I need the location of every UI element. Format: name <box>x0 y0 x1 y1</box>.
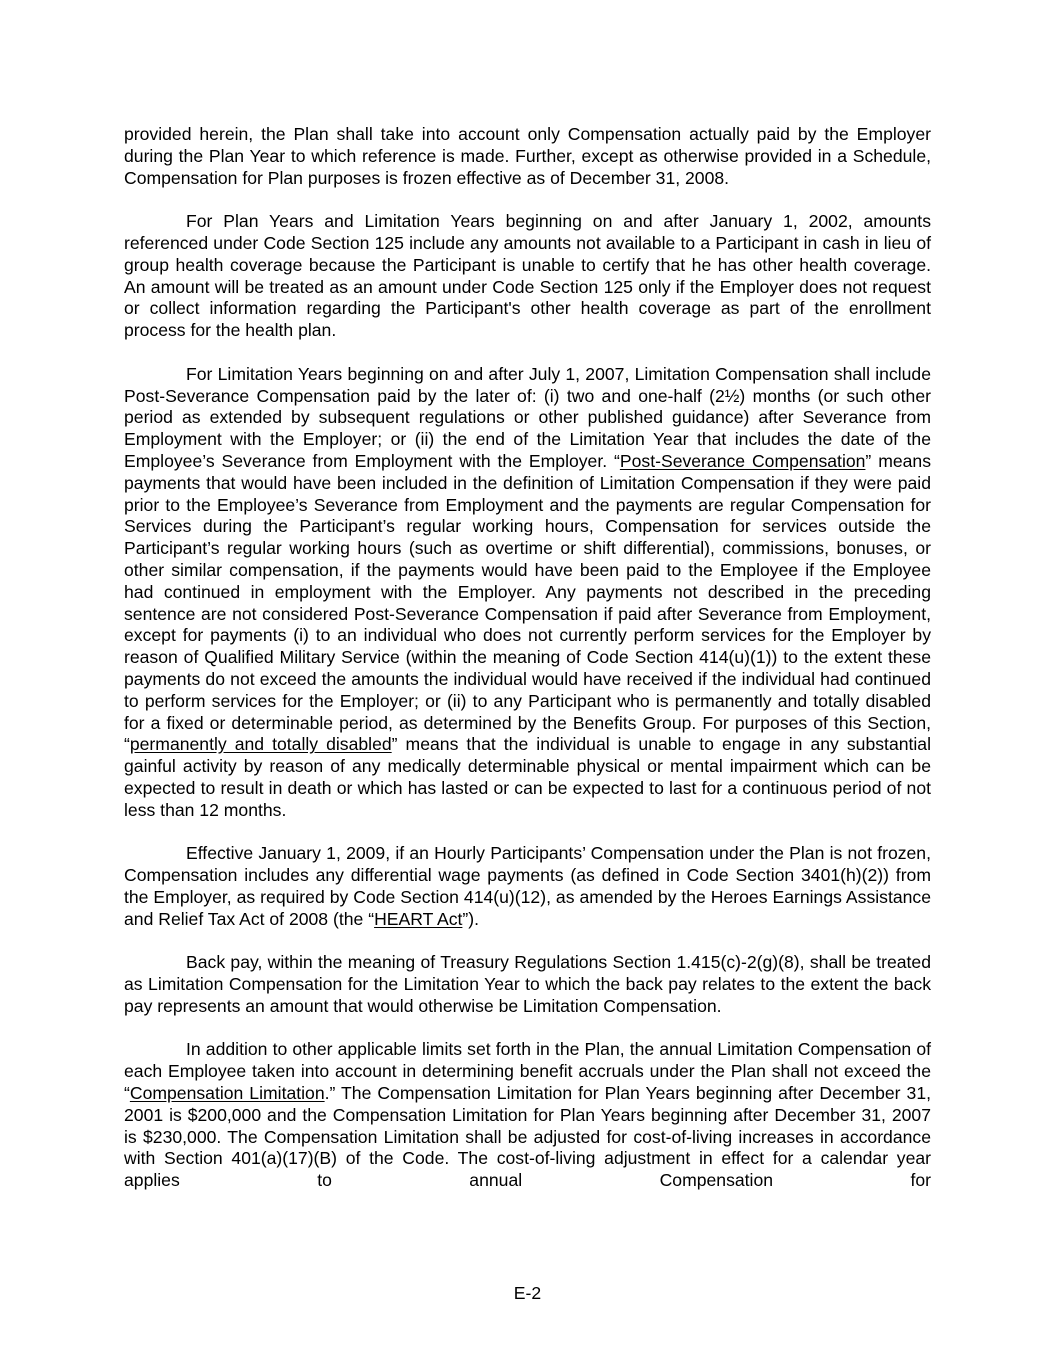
paragraph-back-pay: Back pay, within the meaning of Treasury Regulations Section 1.415(c)-2(g)(8), shall be treated as Limitation Compensation for the Limitation Year to which the back pay relates to the extent the back pay represents an amount that would otherwise be Limitation Compensation. <box>124 952 931 1016</box>
defined-term-compensation-limitation: Compensation Limitation <box>129 1083 325 1104</box>
paragraph-compensation-frozen: provided herein, the Plan shall take into account only Compensation actually paid by the Employer during the Plan Year to which reference is made. Further, except as otherwise provided in a Schedule, Compensation for Plan purposes is frozen effective as of December 31, 2008. <box>124 124 931 188</box>
page-number: E-2 <box>513 1283 542 1303</box>
paragraph-heart-act: Effective January 1, 2009, if an Hourly Participants’ Compensation under the Plan is not frozen, Compensation includes any differential wage payments (as defined in Code Section 3401(h)(2)) from the Employer, as required by Code Section 414(u)(12), as amended by the Heroes Earnings Assistance and Relief Tax Act of 2008 (the “HEART Act”). <box>124 843 931 929</box>
paragraph-code-section-125: For Plan Years and Limitation Years beginning on and after January 1, 2002, amounts referenced under Code Section 125 include any amounts not available to a Participant in cash in lieu of group health coverage because the Participant is unable to certify that he has other health coverage. An amount will be treated as an amount under Code Section 125 only if the Employer does not request or collect information regarding the Participant's other health coverage as part of the enrollment process for the health plan. <box>124 211 931 341</box>
paragraph-compensation-limitation: In addition to other applicable limits set forth in the Plan, the annual Limitation Compensation of each Employee taken into account in determining benefit accruals under the Plan shall not exceed the “Compensation Limitation.” The Compensation Limitation for Plan Years beginning after December 31, 2001 is $200,000 and the Compensation Limitation for Plan Years beginning after December 31, 2007 is $230,000. The Compensation Limitation shall be adjusted for cost-of-living increases in accordance with Section 401(a)(17)(B) of the Code. The cost-of-living adjustment in effect for a calendar year applies to annual Compensation for <box>124 1039 931 1191</box>
defined-term-post-severance-compensation: Post-Severance Compensation <box>619 450 866 471</box>
defined-term-permanently-totally-disabled: permanently and totally disabled <box>129 734 392 755</box>
paragraph-post-severance-compensation: For Limitation Years beginning on and after July 1, 2007, Limitation Compensation shall include Post-Severance Compensation paid by the later of: (i) two and one-half (2½) months (or such other period as extended by subsequent regulations or other published guidance) after Severance from Employment with the Employer; or (ii) the end of the Limitation Year that includes the date of the Employee’s Severance from Employment with the Employer. “Post-Severance Compensation” means payments that would have been included in the definition of Limitation Compensation if they were paid prior to the Employee’s Severance from Employment and the payments are regular Compensation for Services during the Participant’s regular working hours, Compensation for services outside the Participant’s regular working hours (such as overtime or shift differential), commissions, bonuses, or other similar compensation, if the payments would have been paid to the Employee if the Employee had continued in employment with the Employer. Any payments not described in the preceding sentence are not considered Post-Severance Compensation if paid after Severance from Employment, except for payments (i) to an individual who does not currently perform services for the Employer by reason of Qualified Military Service (within the meaning of Code Section 414(u)(1)) to the extent these payments do not exceed the amounts the individual would have received if the individual had continued to perform services for the Employer; or (ii) to any Participant who is permanently and totally disabled for a fixed or determinable period, as determined by the Benefits Group. For purposes of this Section, “permanently and totally disabled” means that the individual is unable to engage in any substantial gainful activity by reason of any medically determinable physical or mental impairment which can be expected to result in death or which has lasted or can be expected to last for a continuous period of not less than 12 months. <box>124 363 931 820</box>
defined-term-heart-act: HEART Act <box>374 908 463 929</box>
document-page <box>124 124 931 1192</box>
